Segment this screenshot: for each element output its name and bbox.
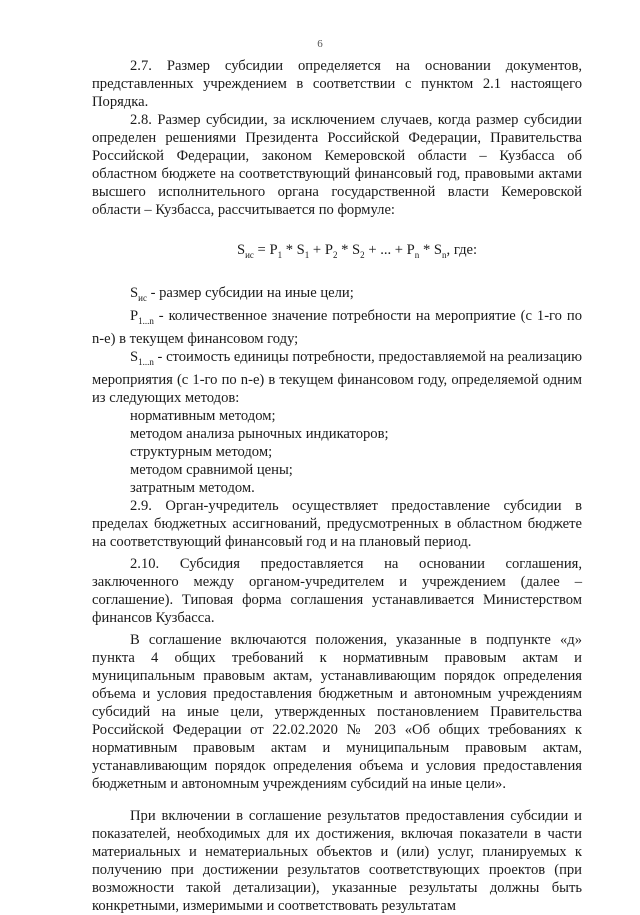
document-body (92, 57, 582, 915)
definition-s-unit: $S_{1...n}$ - стоимость единицы потребности, предоставляемой на реализацию мероприятия (с 1-го по n-е) в текущем финансовом году, определяемой одним из следующих методов: (92, 348, 582, 406)
method-item: структурным методом; (130, 443, 273, 460)
paragraph-2-10: 2.10. Субсидия предоставляется на основании соглашения, заключенного между органом-учредителем и учреждением (далее – соглашение). Типовая форма соглашения устанавливается Министерством финансов Кузбасса. (92, 555, 582, 626)
paragraph-agreement: В соглашение включаются положения, указанные в подпункте «д» пункта 4 общих требований к нормативным правовым актам и муниципальным правовым актам, устанавливающим порядок определения объема и условия предоставления бюджетным и автономным учреждениям субсидий на иные цели, утвержденных постановлением Правительства Российской Федерации от 22.02.2020 № 203 «Об общих требованиях к нормативным правовым актам и муниципальным правовым актам, устанавливающим порядок определения объема и условия предоставления бюджетным и автономным учреждениям субсидий на иные цели». (92, 631, 582, 792)
paragraph-2-7: 2.7. Размер субсидии определяется на основании документов, представленных учреждением в соответствии с пунктом 2.1 настоящего Порядка. (92, 58, 582, 110)
paragraph-2-8: 2.8. Размер субсидии, за исключением случаев, когда размер субсидии определен решениями Президента Российской Федерации, Правительства Российской Федерации, законом Кемеровской области – Кузбасса об областном бюджете на соответствующий финансовый год, правовыми актами высшего исполнительного органа государственной власти Кемеровской области – Кузбасса, рассчитывается по формуле: (92, 112, 582, 218)
method-item: затратным методом. (130, 479, 255, 496)
definition-s-ic: $S_{ис}$ - размер субсидии на иные цели; (130, 284, 354, 303)
method-item: методом анализа рыночных индикаторов; (130, 425, 389, 442)
paragraph-2-9: 2.9. Орган-учредитель осуществляет предоставление субсидии в пределах бюджетных ассигнований, предусмотренных в областном бюджете на соответствующий финансовый год и на плановый период. (92, 497, 582, 550)
subsidy-formula: $S_{ис} = P_1 * S_1 + P_2 * S_2$ + ... + $P_n * S_n$, где: (236, 242, 478, 260)
method-item: методом сравнимой цены; (130, 461, 293, 478)
page-number: 6 (317, 38, 323, 50)
paragraph-results: При включении в соглашение результатов предоставления субсидии и показателей, необходимых для их достижения, включая показатели в части материальных и нематериальных объектов и (или) услуг, планируемых к получению при достижении результатов соответствующих проектов (при возможности такой детализации), указанные результаты должны быть конкретными, измеримыми и соответствовать результатам (92, 807, 582, 914)
definition-p: $P_{1...n}$ - количественное значение потребности на мероприятие (с 1-го по n-е) в текущем финансовом году; (92, 307, 582, 347)
method-item: нормативным методом; (130, 407, 276, 424)
